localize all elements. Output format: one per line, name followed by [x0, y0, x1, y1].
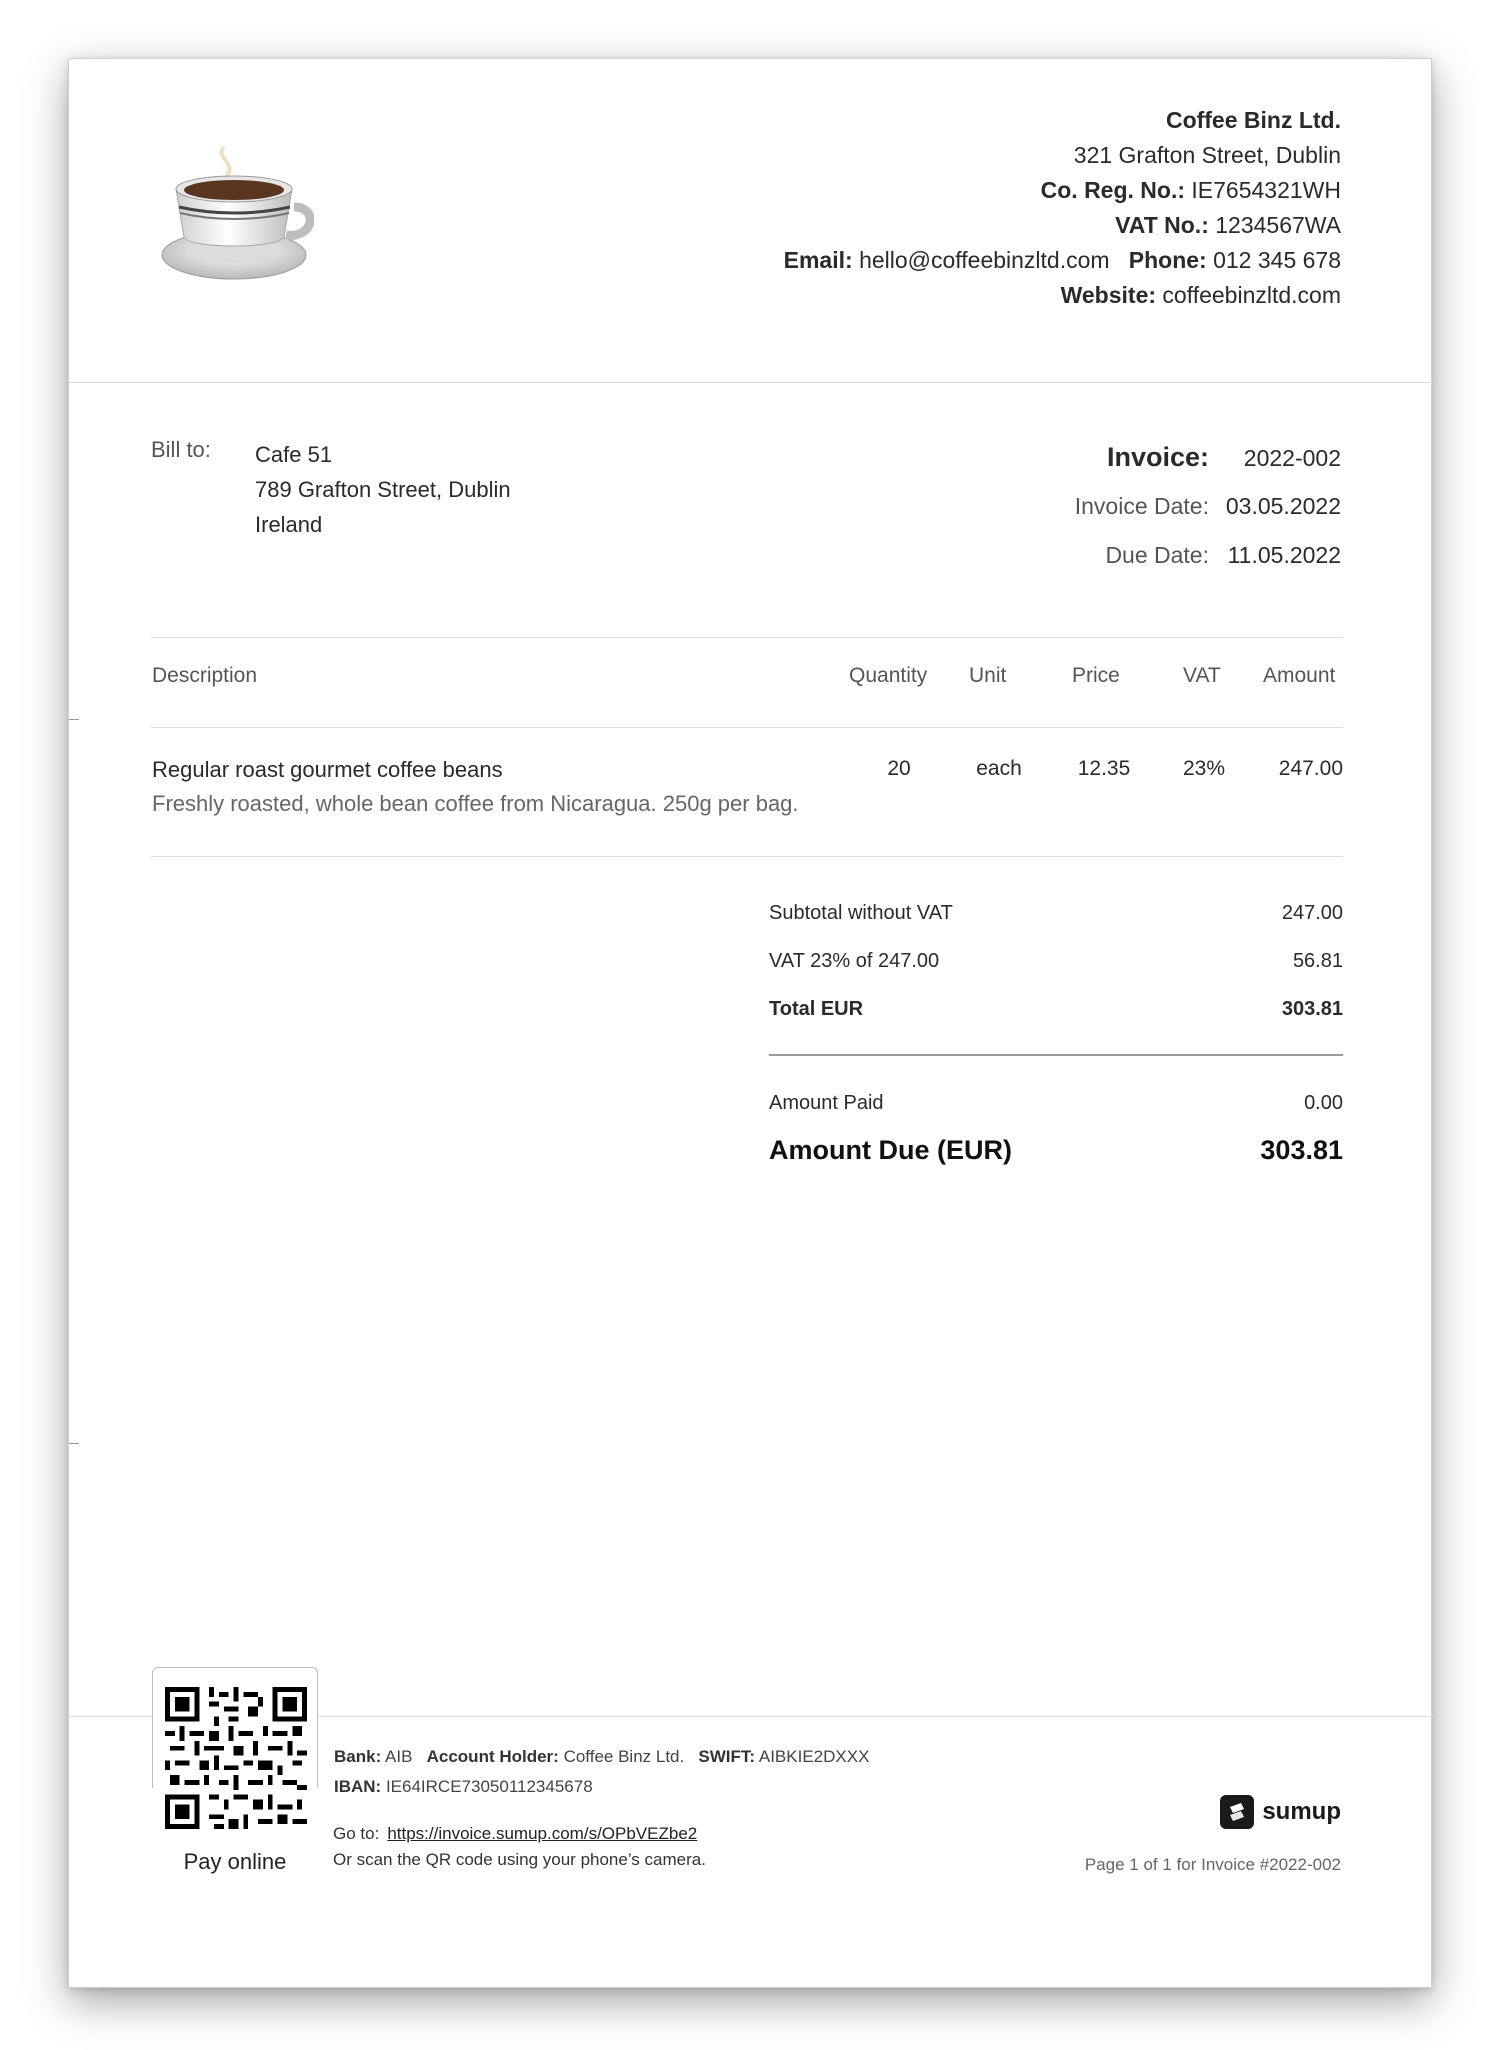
reg-label: Co. Reg. No.: — [1040, 177, 1186, 203]
email-label: Email: — [783, 247, 853, 273]
total-label: Total EUR — [769, 998, 864, 1020]
vat-total-value: 56.81 — [1292, 950, 1343, 972]
goto-label: Go to: — [333, 1824, 380, 1843]
col-header-vat: VAT — [1183, 664, 1221, 687]
phone-value[interactable]: 012 345 678 — [1213, 247, 1341, 273]
iban-details — [334, 1777, 593, 1797]
invoice-page — [68, 58, 1432, 1988]
payment-link[interactable]: https://invoice.sumup.com/s/OPbVEZbe2 — [387, 1824, 698, 1843]
bill-to-line: 789 Grafton Street, Dublin — [255, 477, 511, 502]
item-vat: 23% — [1182, 757, 1226, 780]
bill-to-line: Cafe 51 — [255, 442, 333, 467]
bill-to-label: Bill to: — [151, 437, 211, 462]
item-quantity: 20 — [887, 757, 911, 780]
pay-online-label[interactable]: Pay online — [183, 1849, 287, 1874]
payment-link-row — [333, 1824, 697, 1844]
swift-label: SWIFT: — [698, 1747, 756, 1766]
amount-due-value: 303.81 — [1260, 1135, 1343, 1165]
coffee-cup-icon — [154, 127, 314, 287]
account-holder-label: Account Holder: — [426, 1747, 559, 1766]
sumup-logo-icon — [1220, 1795, 1254, 1829]
scan-instructions: Or scan the QR code using your phone’s camera. — [333, 1850, 706, 1869]
due-date-value: 11.05.2022 — [1227, 542, 1341, 568]
subtotal-label: Subtotal without VAT — [769, 902, 953, 924]
header-divider — [69, 382, 1433, 383]
company-name: Coffee Binz Ltd. — [1165, 107, 1341, 133]
col-header-description: Description — [152, 664, 258, 687]
item-price: 12.35 — [1077, 757, 1131, 780]
invoice-number-label: Invoice: — [1106, 442, 1209, 472]
website-label: Website: — [1060, 282, 1157, 308]
amount-paid-value: 0.00 — [1304, 1092, 1343, 1114]
item-detail: Freshly roasted, whole bean coffee from Nicaragua. 250g per bag. — [152, 791, 799, 816]
vat-no-value: 1234567WA — [1215, 212, 1341, 238]
item-unit: each — [976, 757, 1022, 780]
company-website — [784, 278, 1341, 313]
bill-to-line: Ireland — [255, 512, 323, 537]
account-holder-value: Coffee Binz Ltd. — [563, 1747, 685, 1766]
col-header-price: Price — [1072, 664, 1120, 687]
iban-label: IBAN: — [334, 1777, 382, 1796]
bank-details — [334, 1747, 869, 1767]
item-description: Regular roast gourmet coffee beans — [152, 757, 503, 782]
due-date-label: Due Date: — [1105, 542, 1209, 568]
table-top-divider — [151, 637, 1343, 638]
table-bottom-divider — [151, 856, 1343, 857]
invoice-number-value: 2022-002 — [1243, 445, 1341, 471]
col-header-unit: Unit — [969, 664, 1007, 687]
fold-mark — [69, 719, 79, 720]
sumup-brand — [1220, 1795, 1341, 1829]
email-value[interactable]: hello@coffeebinzltd.com — [859, 247, 1110, 273]
fold-mark — [69, 1443, 79, 1444]
company-address: 321 Grafton Street, Dublin — [1073, 142, 1341, 168]
total-value: 303.81 — [1281, 998, 1343, 1020]
totals-divider — [769, 1054, 1343, 1056]
invoice-date-value: 03.05.2022 — [1225, 493, 1341, 519]
vat-total-label: VAT 23% of 247.00 — [769, 950, 940, 972]
table-header-divider — [151, 727, 1343, 728]
bank-label: Bank: — [334, 1747, 382, 1766]
invoice-date-label: Invoice Date: — [1074, 493, 1209, 519]
reg-value: IE7654321WH — [1191, 177, 1341, 203]
sumup-wordmark: sumup — [1262, 1798, 1341, 1825]
subtotal-value: 247.00 — [1281, 902, 1343, 924]
page-info: Page 1 of 1 for Invoice #2022-002 — [1084, 1855, 1341, 1874]
vat-no-label: VAT No.: — [1115, 212, 1209, 238]
bank-value: AIB — [385, 1747, 413, 1766]
company-vat — [784, 208, 1341, 243]
item-amount: 247.00 — [1278, 757, 1343, 780]
company-reg — [784, 173, 1341, 208]
amount-due-label: Amount Due (EUR) — [769, 1135, 1012, 1165]
company-info — [784, 103, 1341, 313]
company-contact — [784, 243, 1341, 278]
col-header-amount: Amount — [1263, 664, 1336, 687]
iban-value: IE64IRCE73050112345678 — [385, 1777, 593, 1796]
swift-value: AIBKIE2DXXX — [758, 1747, 870, 1766]
qr-code-icon[interactable] — [165, 1687, 307, 1834]
amount-paid-label: Amount Paid — [769, 1092, 884, 1114]
phone-label: Phone: — [1128, 247, 1207, 273]
website-value[interactable]: coffeebinzltd.com — [1162, 282, 1341, 308]
bill-to-address — [255, 437, 511, 542]
col-header-quantity: Quantity — [849, 664, 928, 687]
